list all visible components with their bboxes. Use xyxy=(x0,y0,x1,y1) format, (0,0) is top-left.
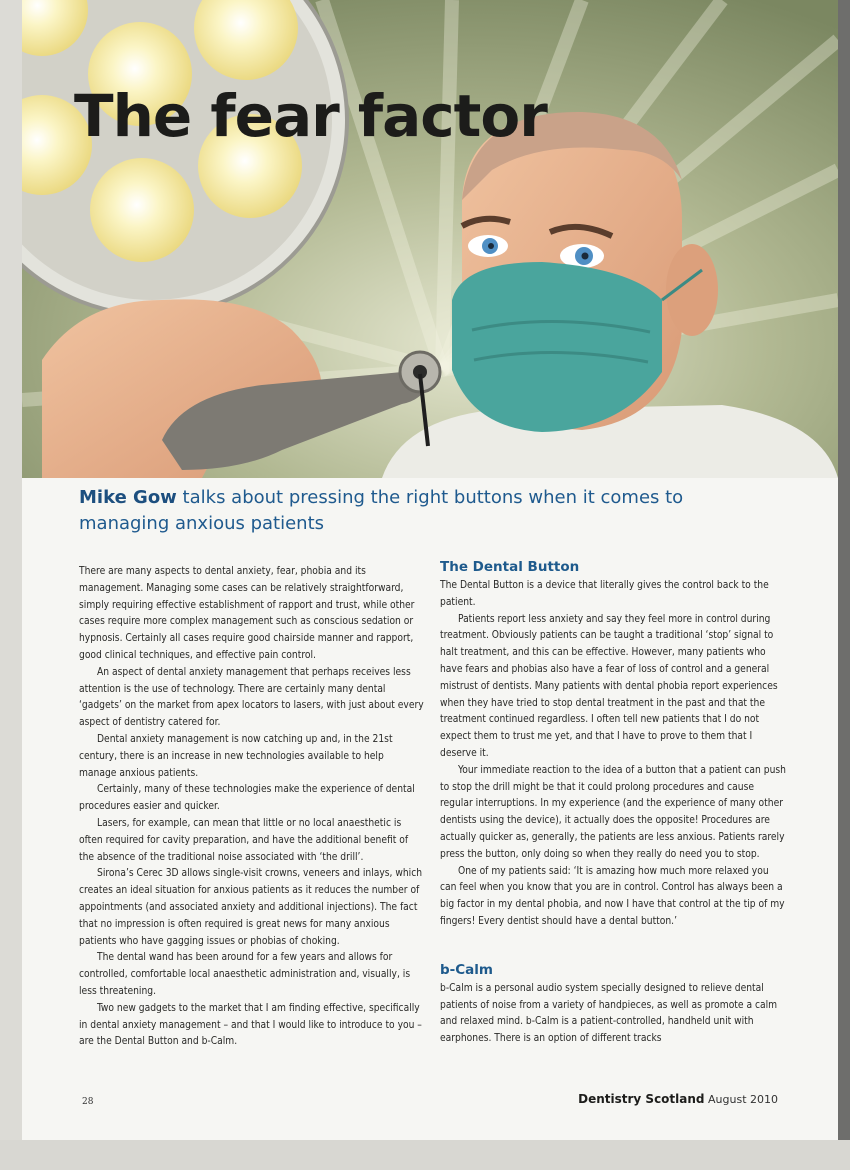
body-paragraph: There are many aspects to dental anxiety, fear, phobia and its management. Managing some cases can be relatively straightforward, simply requiring effective establishment of rapport and trust, while other cases require more complex management such as conscious sedation or hypnosis. Certainly all cases require good chairside manner and rapport, good clinical techniques, and effective pain control. xyxy=(79,566,415,661)
page-number: 28 xyxy=(82,1097,94,1107)
body-paragraph: Two new gadgets to the market that I am finding effective, specifically in dental anxiety management – and that I would like to introduce to you – are the Dental Button and b-Calm. xyxy=(79,1002,422,1048)
right-column xyxy=(440,558,788,1048)
body-paragraph: An aspect of dental anxiety management that perhaps receives less attention is the use of technology. There are certainly many dental ‘gadgets’ on the market from apex locators to lasers, with just about every aspect of dentistry catered for. xyxy=(79,666,424,729)
body-paragraph: Certainly, many of these technologies make the experience of dental procedures easier and quicker. xyxy=(79,784,415,813)
body-paragraph: Patients report less anxiety and say they feel more in control during treatment. Obviously patients can be taught a traditional ‘stop’ signal to halt treatment, and this can be effective. However, many patients who have fears and phobias also have a fear of loss of control and a general mistrust of dentists. Many patients with dental phobia report experiences when they have tried to stop dental treatment in the past and that the treatment continued regardless. I often tell new patients that I do not expect them to trust me yet, and that I have to prove to them that I deserve it. xyxy=(440,613,778,759)
body-paragraph: Your immediate reaction to the idea of a button that a patient can push to stop the drill might be that it could prolong procedures and cause regular interruptions. In my experience (and the experience of many other dentists using the device), it actually does the opposite! Procedures are actually quicker as, generally, the patients are less anxious. Patients rarely press the button, only doing so when they really do need you to stop. xyxy=(440,764,786,860)
body-paragraph: Dental anxiety management is now catching up and, in the 21st century, there is an increase in new technologies available to help manage anxious patients. xyxy=(79,733,393,779)
running-footer xyxy=(578,1092,778,1106)
left-column xyxy=(79,564,424,1051)
scan-margin-bottom xyxy=(0,1140,850,1170)
body-paragraph: b-Calm is a personal audio system specially designed to relieve dental patients of noise from a variety of handpieces, as well as promote a calm and relaxed mind. b-Calm is a patient-controlled, handheld unit with earphones. There is an option of different tracks xyxy=(440,982,778,1045)
magazine-page xyxy=(22,0,838,1140)
hero-illustration xyxy=(22,0,838,478)
standfirst xyxy=(79,485,759,537)
magazine-name: Dentistry Scotland xyxy=(578,1092,705,1106)
author-name: Mike Gow xyxy=(79,487,177,508)
body-paragraph: Sirona’s Cerec 3D allows single-visit crowns, veneers and inlays, which creates an ideal situation for anxious patients as it reduces the number of appointments (and associated anxiety and additional injections). The fact that no impression is often required is great news for many anxious patients who have gagging issues or phobias of choking. xyxy=(79,868,423,947)
section-heading-dental-button: The Dental Button xyxy=(440,559,580,575)
section-heading-b-calm: b-Calm xyxy=(440,961,493,978)
body-paragraph: Lasers, for example, can mean that little or no local anaesthetic is often required for cavity preparation, and have the additional benefit of the absence of the traditional noise associated with ‘the drill’. xyxy=(79,817,409,863)
body-paragraph: The Dental Button is a device that literally gives the control back to the patient. xyxy=(440,580,769,608)
dentist-illustration xyxy=(22,0,838,478)
body-paragraph: One of my patients said: ‘It is amazing how much more relaxed you can feel when you know that you are in control. Control has always been a big factor in my dental phobia, and now I have that control at the tip of my fingers! Every dentist should have a dental button.’ xyxy=(440,865,785,927)
scan-margin-right xyxy=(838,0,850,1170)
body-paragraph: The dental wand has been around for a few years and allows for controlled, comfortable local anaesthetic administration and, visually, is less threatening. xyxy=(79,952,411,997)
scan-margin-left xyxy=(0,0,22,1170)
issue-date: August 2010 xyxy=(704,1093,778,1106)
article-headline: The fear factor xyxy=(74,82,547,150)
standfirst-text: talks about pressing the right buttons when it comes to managing anxious patients xyxy=(79,487,684,534)
